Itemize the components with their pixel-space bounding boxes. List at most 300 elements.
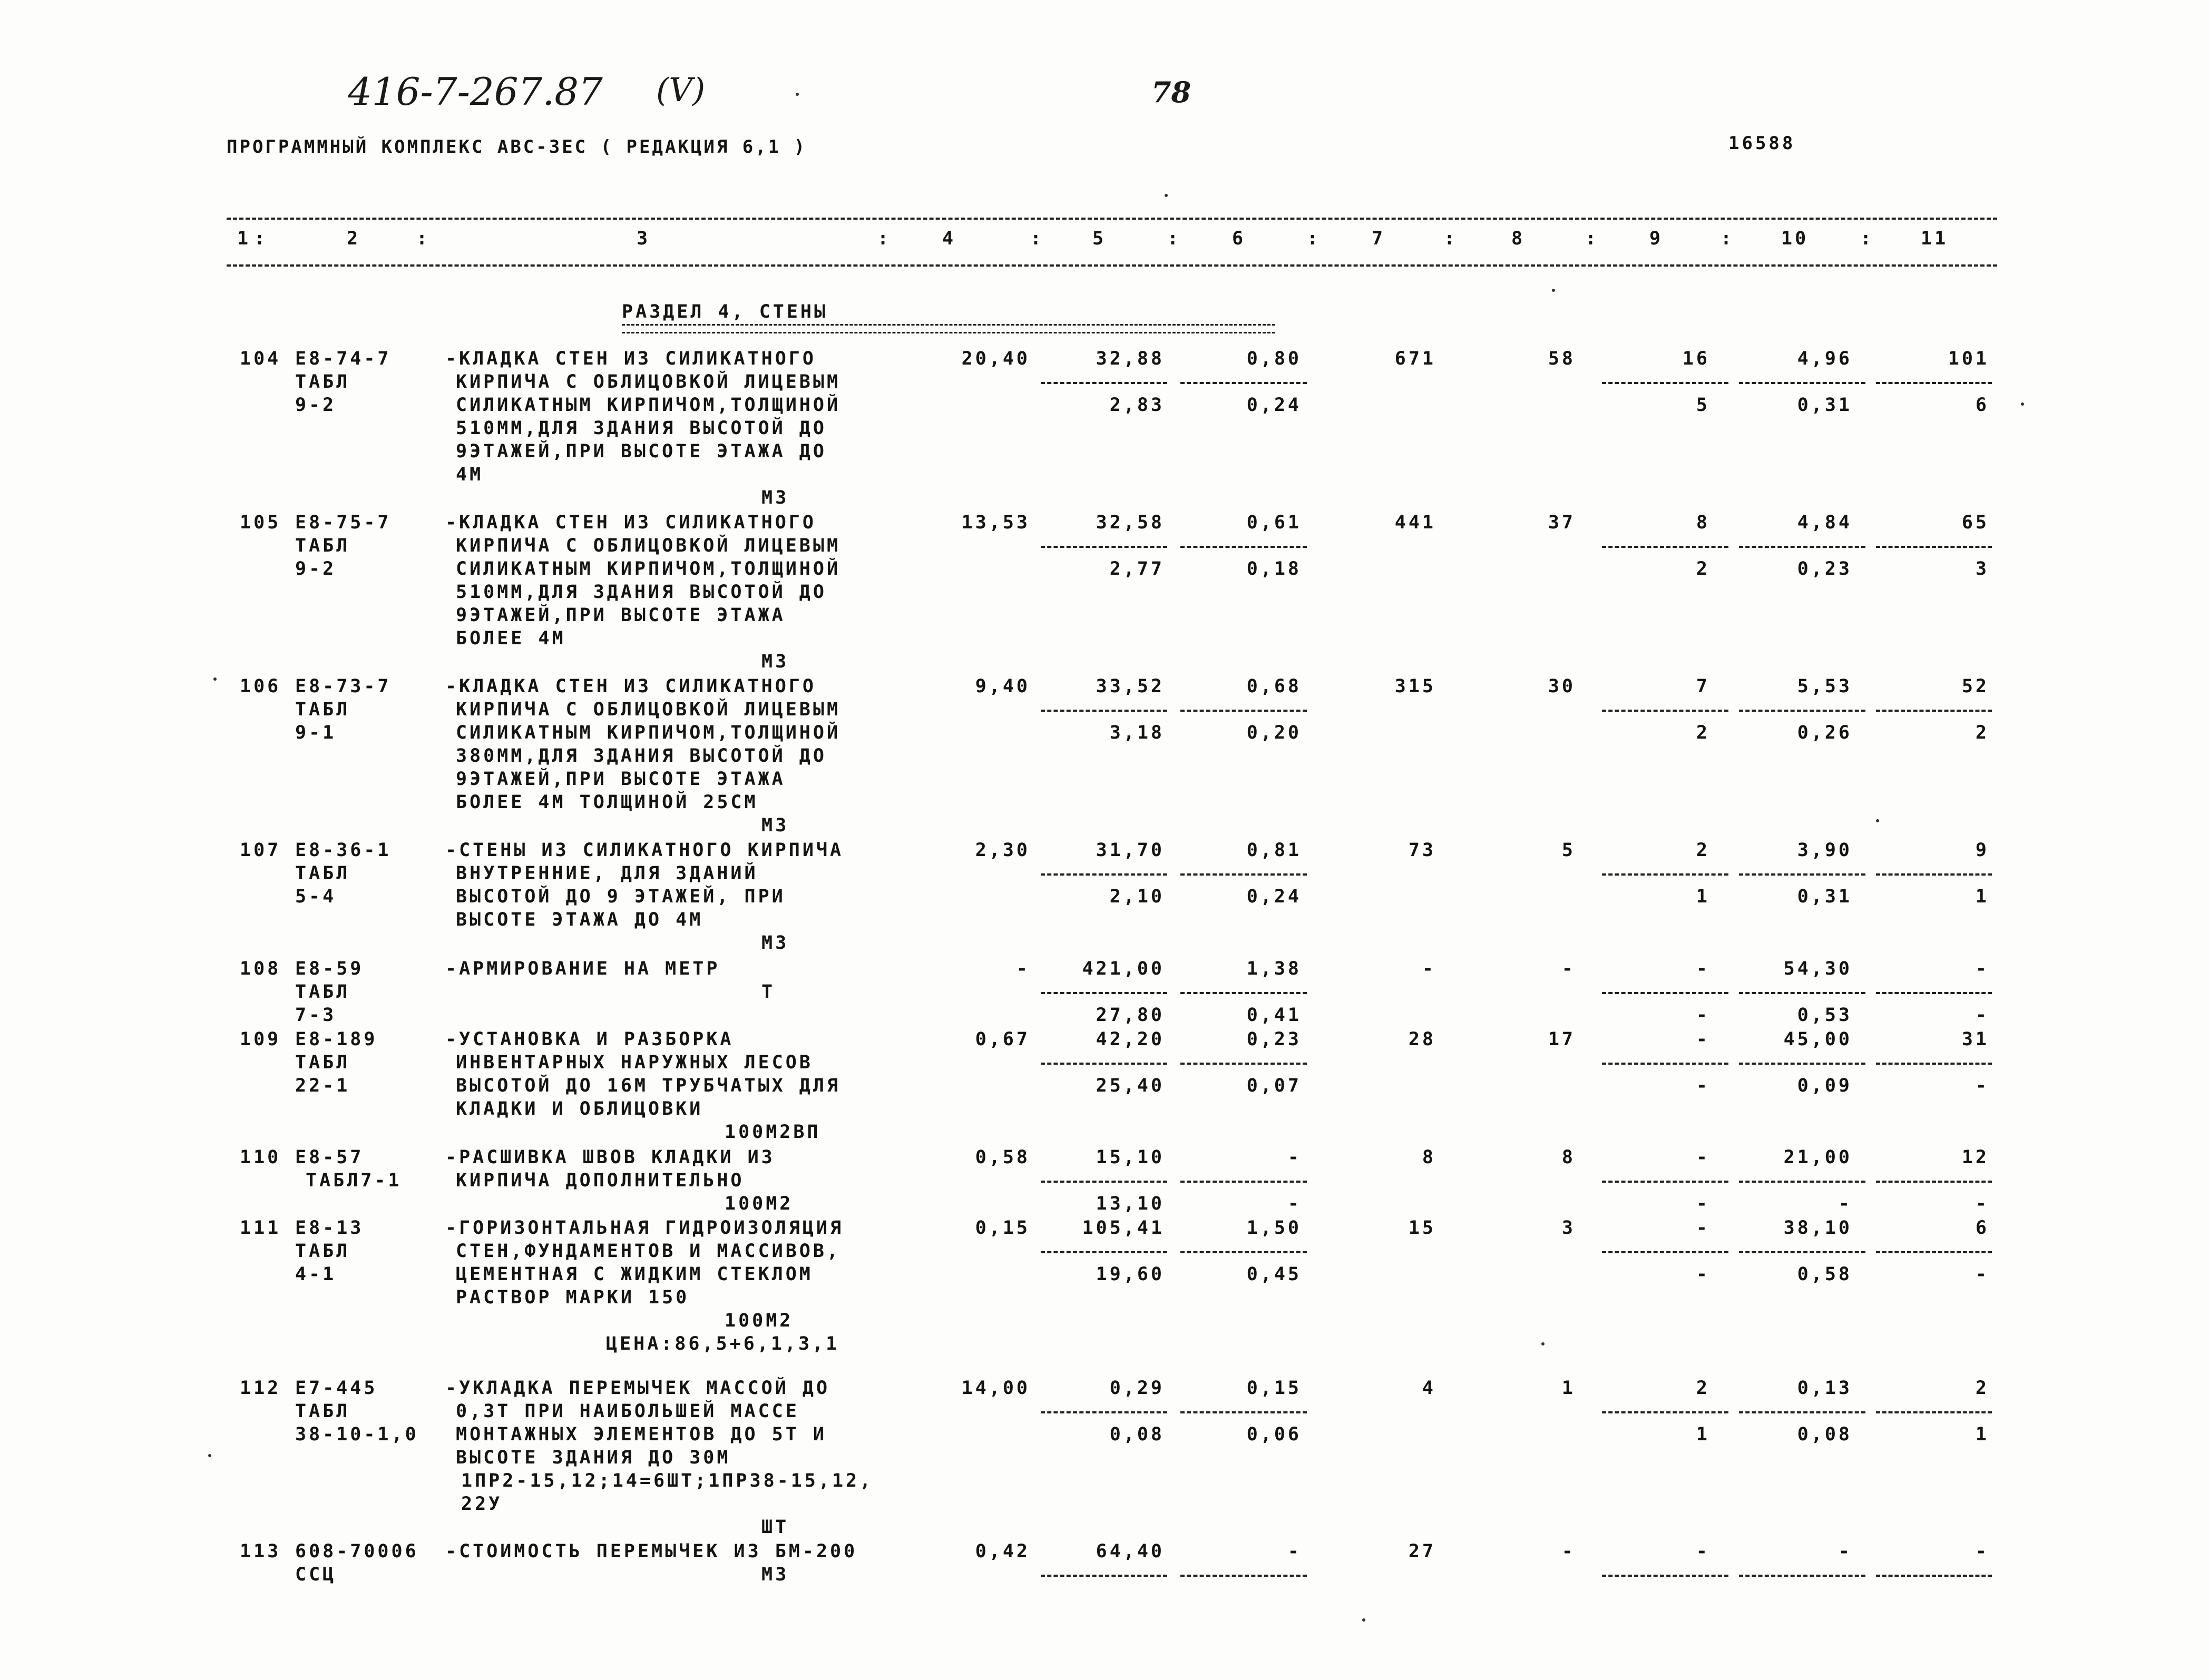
cell-divider: [1876, 710, 1992, 712]
row-description: КЛАДКИ И ОБЛИЦОВКИ: [456, 1098, 703, 1119]
cell-divider: [1041, 1251, 1167, 1253]
cell-divider: [1876, 1181, 1992, 1183]
row-description: СИЛИКАТНЫМ КИРПИЧОМ,ТОЛЩИНОЙ: [456, 558, 841, 579]
row-description: 510ММ,ДЛЯ ЗДАНИЯ ВЫСОТОЙ ДО: [456, 582, 827, 603]
cell-divider: [1602, 1575, 1728, 1577]
cell-divider: [1739, 710, 1865, 712]
cell-col10: 0,58: [1797, 1264, 1852, 1285]
row-unit: 100М2ВП: [725, 1122, 821, 1143]
row-unit: М3: [761, 487, 789, 508]
cell-col8: 17: [1548, 1029, 1576, 1050]
cell-divider: [1876, 1251, 1992, 1253]
cell-col6: -: [1287, 1541, 1302, 1562]
row-code: Е8-75-7: [295, 512, 392, 533]
cell-col6: -: [1287, 1193, 1302, 1214]
cell-col6: 0,06: [1246, 1424, 1302, 1445]
scan-speck: [208, 1454, 211, 1457]
cell-divider: [1041, 992, 1167, 994]
row-code: 4-1: [295, 1264, 337, 1285]
row-code: 9-2: [295, 558, 337, 579]
row-unit: М3: [761, 1564, 789, 1585]
row-code: 5-4: [295, 886, 337, 907]
cell-divider: [1041, 382, 1167, 384]
cell-divider: [1602, 546, 1728, 548]
column-header: 3: [637, 228, 651, 249]
col-sep: :: [1860, 228, 1874, 249]
cell-col8: 8: [1561, 1147, 1576, 1168]
row-number: 110: [240, 1147, 281, 1168]
cell-divider: [1041, 1181, 1167, 1183]
cell-divider: [1739, 1575, 1865, 1577]
cell-col10: 54,30: [1783, 958, 1852, 979]
row-description: -ГОРИЗОНТАЛЬНАЯ ГИДРОИЗОЛЯЦИЯ: [445, 1217, 844, 1239]
column-header: 7: [1372, 228, 1386, 249]
cell-col9: 1: [1696, 886, 1710, 907]
row-code: ТАБЛ: [295, 535, 350, 556]
cell-divider: [1602, 873, 1728, 876]
row-number: 104: [240, 348, 281, 369]
cell-col8: 3: [1561, 1217, 1576, 1239]
cell-col9: 1: [1696, 1424, 1710, 1445]
cell-col10: 5,53: [1797, 676, 1852, 697]
cell-divider: [1602, 1411, 1728, 1413]
row-number: 112: [240, 1378, 281, 1399]
cell-divider: [1041, 1575, 1167, 1577]
cell-col11: 2: [1975, 722, 1989, 743]
row-description: 1ПР2-15,12;14=6ШТ;1ПР38-15,12,: [461, 1470, 874, 1491]
cell-col10: 0,31: [1797, 886, 1852, 907]
handwritten-doc-number: 416-7-267.87: [348, 70, 603, 114]
row-code: 22-1: [295, 1075, 350, 1096]
cell-divider: [1180, 873, 1307, 876]
cell-col10: 4,96: [1797, 348, 1852, 369]
scan-speck: [796, 93, 799, 96]
row-code: ТАБЛ: [295, 1052, 350, 1073]
cell-col8: 30: [1548, 676, 1576, 697]
cell-col5: 13,10: [1096, 1193, 1165, 1214]
cell-col10: 0,26: [1797, 722, 1852, 743]
row-number: 111: [240, 1217, 281, 1239]
cell-col7: 315: [1394, 676, 1436, 697]
cell-col11: -: [1975, 958, 1989, 979]
cell-divider: [1876, 1063, 1992, 1065]
cell-col6: 0,24: [1246, 886, 1302, 907]
cell-col5: 33,52: [1096, 676, 1165, 697]
cell-divider: [1180, 992, 1307, 994]
cell-divider: [1739, 1063, 1865, 1065]
row-description: МОНТАЖНЫХ ЭЛЕМЕНТОВ ДО 5Т И: [456, 1424, 827, 1445]
row-description: КИРПИЧА С ОБЛИЦОВКОЙ ЛИЦЕВЫМ: [456, 699, 841, 720]
cell-divider: [1602, 1181, 1728, 1183]
cell-col9: -: [1696, 1075, 1710, 1096]
cell-divider: [1041, 1411, 1167, 1413]
cell-col10: 0,53: [1797, 1005, 1852, 1026]
cell-col10: 0,23: [1797, 558, 1852, 579]
cell-divider: [1041, 873, 1167, 876]
col-sep: :: [1030, 228, 1044, 249]
cell-col10: -: [1838, 1541, 1852, 1562]
row-number: 106: [240, 676, 281, 697]
cell-col8: 37: [1548, 512, 1576, 533]
cell-divider: [1739, 546, 1865, 548]
cell-col5: 25,40: [1096, 1075, 1165, 1096]
scan-speck: [1876, 819, 1879, 822]
cell-col6: 0,45: [1246, 1264, 1302, 1285]
row-description: 0,3Т ПРИ НАИБОЛЬШЕЙ МАССЕ: [456, 1401, 799, 1422]
cell-divider: [1180, 1251, 1307, 1253]
row-code: Е8-73-7: [295, 676, 392, 697]
column-header: 8: [1511, 228, 1526, 249]
cell-col10: 0,09: [1797, 1075, 1852, 1096]
cell-col10: 0,08: [1797, 1424, 1852, 1445]
cell-divider: [1041, 1063, 1167, 1065]
cell-col9: -: [1696, 1147, 1710, 1168]
cell-col7: 15: [1408, 1217, 1436, 1239]
row-description: РАСТВОР МАРКИ 150: [456, 1287, 690, 1308]
cell-col9: -: [1696, 1029, 1710, 1050]
cell-divider: [1739, 873, 1865, 876]
cell-col5: 32,88: [1096, 348, 1165, 369]
scan-speck: [213, 677, 217, 681]
cell-col7: 27: [1408, 1541, 1436, 1562]
row-quantity: 13,53: [961, 512, 1030, 533]
row-quantity: 0,67: [975, 1029, 1030, 1050]
row-code: 608-70006: [295, 1541, 419, 1562]
cell-divider: [1876, 1411, 1992, 1413]
cell-col10: 4,84: [1797, 512, 1852, 533]
row-code: ТАБЛ: [295, 1401, 350, 1422]
cell-col9: 8: [1696, 512, 1710, 533]
col-sep: :: [1167, 228, 1181, 249]
cell-col10: 45,00: [1783, 1029, 1852, 1050]
cell-divider: [1602, 992, 1728, 994]
cell-col6: 0,23: [1246, 1029, 1302, 1050]
cell-col11: 12: [1961, 1147, 1989, 1168]
cell-divider: [1739, 1251, 1865, 1253]
cell-col9: -: [1696, 1541, 1710, 1562]
row-description: КИРПИЧА ДОПОЛНИТЕЛЬНО: [456, 1170, 745, 1191]
cell-col5: 42,20: [1096, 1029, 1165, 1050]
cell-col10: 0,31: [1797, 395, 1852, 416]
cell-col9: 5: [1696, 395, 1710, 416]
cell-col5: 421,00: [1082, 958, 1165, 979]
cell-col5: 31,70: [1096, 840, 1165, 861]
row-code: Е8-189: [295, 1029, 378, 1050]
cell-col11: -: [1975, 1193, 1989, 1214]
row-description: СТЕН,ФУНДАМЕНТОВ И МАССИВОВ,: [456, 1241, 841, 1262]
cell-col5: 105,41: [1082, 1217, 1165, 1239]
cell-col5: 0,29: [1109, 1378, 1165, 1399]
cell-divider: [1180, 710, 1307, 712]
row-description: БОЛЕЕ 4М ТОЛЩИНОЙ 25СМ: [456, 792, 758, 813]
cell-col5: 2,83: [1109, 395, 1165, 416]
cell-divider: [1180, 1181, 1307, 1183]
row-code: ТАБЛ7-1: [306, 1170, 402, 1191]
column-header: 9: [1649, 228, 1664, 249]
cell-divider: [1876, 546, 1992, 548]
scan-speck: [1552, 289, 1555, 292]
row-description: ВЫСОТЕ ЭТАЖА ДО 4М: [456, 909, 703, 930]
cell-col6: 0,41: [1246, 1005, 1302, 1026]
cell-col11: 31: [1961, 1029, 1989, 1050]
row-quantity: 14,00: [961, 1378, 1030, 1399]
cell-col8: 1: [1561, 1378, 1576, 1399]
scan-speck: [1165, 194, 1168, 197]
column-header: 4: [942, 228, 956, 249]
cell-divider: [1180, 1411, 1307, 1413]
cell-divider: [1876, 382, 1992, 384]
row-code: Е8-36-1: [295, 840, 392, 861]
cell-col5: 2,10: [1109, 886, 1165, 907]
scan-speck: [1362, 1618, 1365, 1622]
row-description: 9ЭТАЖЕЙ,ПРИ ВЫСОТЕ ЭТАЖА: [456, 605, 786, 626]
cell-col5: 3,18: [1109, 722, 1165, 743]
row-description: ВЫСОТОЙ ДО 16М ТРУБЧАТЫХ ДЛЯ: [456, 1075, 841, 1096]
cell-divider: [1180, 1575, 1307, 1577]
row-description: ВНУТРЕННИЕ, ДЛЯ ЗДАНИЙ: [456, 863, 758, 884]
col-sep: :: [1307, 228, 1321, 249]
row-number: 105: [240, 512, 281, 533]
column-header: 1: [237, 228, 251, 249]
row-description: СИЛИКАТНЫМ КИРПИЧОМ,ТОЛЩИНОЙ: [456, 722, 841, 743]
cell-col11: 9: [1975, 840, 1989, 861]
col-sep: :: [877, 228, 892, 249]
header-rule-bottom: [227, 264, 1997, 267]
row-description: ВЫСОТЕ ЗДАНИЯ ДО 30М: [456, 1447, 731, 1468]
cell-divider: [1876, 1575, 1992, 1577]
cell-col9: 7: [1696, 676, 1710, 697]
row-unit: 100М2: [725, 1193, 794, 1214]
row-quantity: 20,40: [961, 348, 1030, 369]
row-quantity: 9,40: [975, 676, 1030, 697]
cell-col11: 3: [1975, 558, 1989, 579]
cell-col11: -: [1975, 1541, 1989, 1562]
column-header: 6: [1232, 228, 1246, 249]
row-unit: ШТ: [761, 1517, 789, 1538]
cell-col11: 65: [1961, 512, 1989, 533]
cell-col8: -: [1561, 958, 1576, 979]
cell-col9: 16: [1682, 348, 1710, 369]
cell-col5: 64,40: [1096, 1541, 1165, 1562]
cell-col6: 0,20: [1246, 722, 1302, 743]
row-description: 9ЭТАЖЕЙ,ПРИ ВЫСОТЕ ЭТАЖА: [456, 769, 786, 790]
row-code: ТАБЛ: [295, 981, 350, 1003]
cell-col6: 0,07: [1246, 1075, 1302, 1096]
cell-col9: 2: [1696, 558, 1710, 579]
col-sep: :: [1585, 228, 1599, 249]
row-description: ЦЕМЕНТНАЯ С ЖИДКИМ СТЕКЛОМ: [456, 1264, 813, 1285]
cell-col5: 0,08: [1109, 1424, 1165, 1445]
row-unit: Т: [761, 981, 776, 1003]
cell-divider: [1180, 382, 1307, 384]
row-description: ВЫСОТОЙ ДО 9 ЭТАЖЕЙ, ПРИ: [456, 886, 786, 907]
scan-speck: [2021, 402, 2024, 406]
cell-col11: 1: [1975, 886, 1989, 907]
row-unit: М3: [761, 815, 789, 836]
scan-speck: [1541, 1342, 1545, 1345]
cell-col11: 6: [1975, 1217, 1989, 1239]
row-code: ТАБЛ: [295, 1241, 350, 1262]
row-code: 7-3: [295, 1005, 337, 1026]
section-title-rule: [622, 324, 1275, 333]
cell-col10: -: [1838, 1193, 1852, 1214]
cell-col9: 2: [1696, 722, 1710, 743]
row-code: ТАБЛ: [295, 371, 350, 392]
cell-divider: [1739, 992, 1865, 994]
col-sep: :: [416, 228, 431, 249]
document-code: 16588: [1728, 133, 1796, 154]
header-rule-top: [227, 218, 1997, 220]
column-header: 5: [1092, 228, 1107, 249]
column-header: 11: [1921, 228, 1949, 249]
row-code: Е8-59: [295, 958, 364, 979]
cell-col9: 2: [1696, 1378, 1710, 1399]
row-code: 9-2: [295, 395, 337, 416]
row-description: -УКЛАДКА ПЕРЕМЫЧЕК МАССОЙ ДО: [445, 1378, 830, 1399]
row-description: -РАСШИВКА ШВОВ КЛАДКИ ИЗ: [445, 1147, 775, 1168]
cell-col6: -: [1287, 1147, 1302, 1168]
cell-divider: [1180, 1063, 1307, 1065]
cell-col5: 19,60: [1096, 1264, 1165, 1285]
cell-col8: -: [1561, 1541, 1576, 1562]
row-description: -СТОИМОСТЬ ПЕРЕМЫЧЕК ИЗ БМ-200: [445, 1541, 858, 1562]
row-number: 113: [240, 1541, 281, 1562]
handwritten-issue-mark: (V): [656, 71, 706, 109]
row-code: ТАБЛ: [295, 699, 350, 720]
cell-divider: [1041, 546, 1167, 548]
cell-divider: [1041, 710, 1167, 712]
row-price-note: ЦЕНА:86,5+6,1,3,1: [606, 1333, 840, 1354]
cell-col10: 21,00: [1783, 1147, 1852, 1168]
cell-col6: 1,50: [1246, 1217, 1302, 1239]
program-header: ПРОГРАММНЫЙ КОМПЛЕКС АВС-3ЕС ( РЕДАКЦИЯ 6,1 ): [227, 136, 807, 158]
row-description: -КЛАДКА СТЕН ИЗ СИЛИКАТНОГО: [445, 676, 816, 697]
cell-col9: -: [1696, 1264, 1710, 1285]
cell-col7: 8: [1422, 1147, 1436, 1168]
row-description: -СТЕНЫ ИЗ СИЛИКАТНОГО КИРПИЧА: [445, 840, 844, 861]
cell-col10: 0,13: [1797, 1378, 1852, 1399]
row-unit: М3: [761, 651, 789, 672]
row-unit: 100М2: [725, 1310, 794, 1331]
row-description: 22У: [461, 1494, 503, 1515]
cell-col11: -: [1975, 1264, 1989, 1285]
cell-col7: 671: [1394, 348, 1436, 369]
row-quantity: 0,58: [975, 1147, 1030, 1168]
cell-col5: 15,10: [1096, 1147, 1165, 1168]
col-sep: :: [1721, 228, 1735, 249]
cell-col6: 0,24: [1246, 395, 1302, 416]
cell-col5: 32,58: [1096, 512, 1165, 533]
column-header: 10: [1781, 228, 1809, 249]
cell-col10: 38,10: [1783, 1217, 1852, 1239]
cell-divider: [1602, 382, 1728, 384]
cell-divider: [1602, 1063, 1728, 1065]
row-code: Е8-57: [295, 1147, 364, 1168]
cell-divider: [1876, 873, 1992, 876]
row-code: Е7-445: [295, 1378, 378, 1399]
cell-col6: 0,18: [1246, 558, 1302, 579]
cell-col5: 2,77: [1109, 558, 1165, 579]
col-sep: :: [254, 228, 268, 249]
row-description: 510ММ,ДЛЯ ЗДАНИЯ ВЫСОТОЙ ДО: [456, 418, 827, 439]
row-description: СИЛИКАТНЫМ КИРПИЧОМ,ТОЛЩИНОЙ: [456, 395, 841, 416]
cell-col8: 5: [1561, 840, 1576, 861]
cell-divider: [1739, 382, 1865, 384]
row-quantity: 0,42: [975, 1541, 1030, 1562]
cell-col11: 52: [1961, 676, 1989, 697]
cell-col11: 101: [1948, 348, 1989, 369]
cell-col11: -: [1975, 1075, 1989, 1096]
row-description: ИНВЕНТАРНЫХ НАРУЖНЫХ ЛЕСОВ: [456, 1052, 813, 1073]
cell-divider: [1876, 992, 1992, 994]
row-number: 107: [240, 840, 281, 861]
cell-col6: 0,81: [1246, 840, 1302, 861]
cell-col9: -: [1696, 1005, 1710, 1026]
row-description: БОЛЕЕ 4М: [456, 628, 566, 649]
row-unit: М3: [761, 932, 789, 954]
row-description: КИРПИЧА С ОБЛИЦОВКОЙ ЛИЦЕВЫМ: [456, 371, 841, 392]
row-description: -УСТАНОВКА И РАЗБОРКА: [445, 1029, 734, 1050]
cell-divider: [1739, 1411, 1865, 1413]
row-code: ТАБЛ: [295, 863, 350, 884]
cell-col6: 0,15: [1246, 1378, 1302, 1399]
row-description: -КЛАДКА СТЕН ИЗ СИЛИКАТНОГО: [445, 512, 816, 533]
cell-col6: 0,68: [1246, 676, 1302, 697]
row-code: 38-10-1,0: [295, 1424, 419, 1445]
cell-col6: 0,80: [1246, 348, 1302, 369]
col-sep: :: [1444, 228, 1458, 249]
page-number: 78: [1151, 75, 1191, 109]
cell-divider: [1602, 710, 1728, 712]
cell-divider: [1739, 1181, 1865, 1183]
cell-col9: -: [1696, 1193, 1710, 1214]
cell-col6: 1,38: [1246, 958, 1302, 979]
cell-col7: 28: [1408, 1029, 1436, 1050]
row-code: Е8-74-7: [295, 348, 392, 369]
row-description: КИРПИЧА С ОБЛИЦОВКОЙ ЛИЦЕВЫМ: [456, 535, 841, 556]
row-code: ССЦ: [295, 1564, 337, 1585]
row-description: -АРМИРОВАНИЕ НА МЕТР: [445, 958, 720, 979]
cell-col11: -: [1975, 1005, 1989, 1026]
column-header: 2: [347, 228, 361, 249]
cell-col11: 2: [1975, 1378, 1989, 1399]
cell-col11: 6: [1975, 395, 1989, 416]
cell-col9: -: [1696, 1217, 1710, 1239]
row-quantity: 0,15: [975, 1217, 1030, 1239]
row-description: -КЛАДКА СТЕН ИЗ СИЛИКАТНОГО: [445, 348, 816, 369]
cell-col7: 441: [1394, 512, 1436, 533]
section-title: РАЗДЕЛ 4, СТЕНЫ: [622, 301, 828, 322]
cell-col7: 73: [1408, 840, 1436, 861]
cell-divider: [1180, 546, 1307, 548]
row-description: 4М: [456, 464, 484, 485]
cell-col11: 1: [1975, 1424, 1989, 1445]
row-quantity: -: [1016, 958, 1030, 979]
cell-col9: 2: [1696, 840, 1710, 861]
cell-col7: 4: [1422, 1378, 1436, 1399]
row-description: 380ММ,ДЛЯ ЗДАНИЯ ВЫСОТОЙ ДО: [456, 745, 827, 767]
cell-col7: -: [1422, 958, 1436, 979]
cell-col5: 27,80: [1096, 1005, 1165, 1026]
cell-divider: [1602, 1251, 1728, 1253]
cell-col6: 0,61: [1246, 512, 1302, 533]
row-description: 9ЭТАЖЕЙ,ПРИ ВЫСОТЕ ЭТАЖА ДО: [456, 441, 827, 462]
cell-col10: 3,90: [1797, 840, 1852, 861]
cell-col8: 58: [1548, 348, 1576, 369]
row-code: Е8-13: [295, 1217, 364, 1239]
cell-col9: -: [1696, 958, 1710, 979]
row-quantity: 2,30: [975, 840, 1030, 861]
